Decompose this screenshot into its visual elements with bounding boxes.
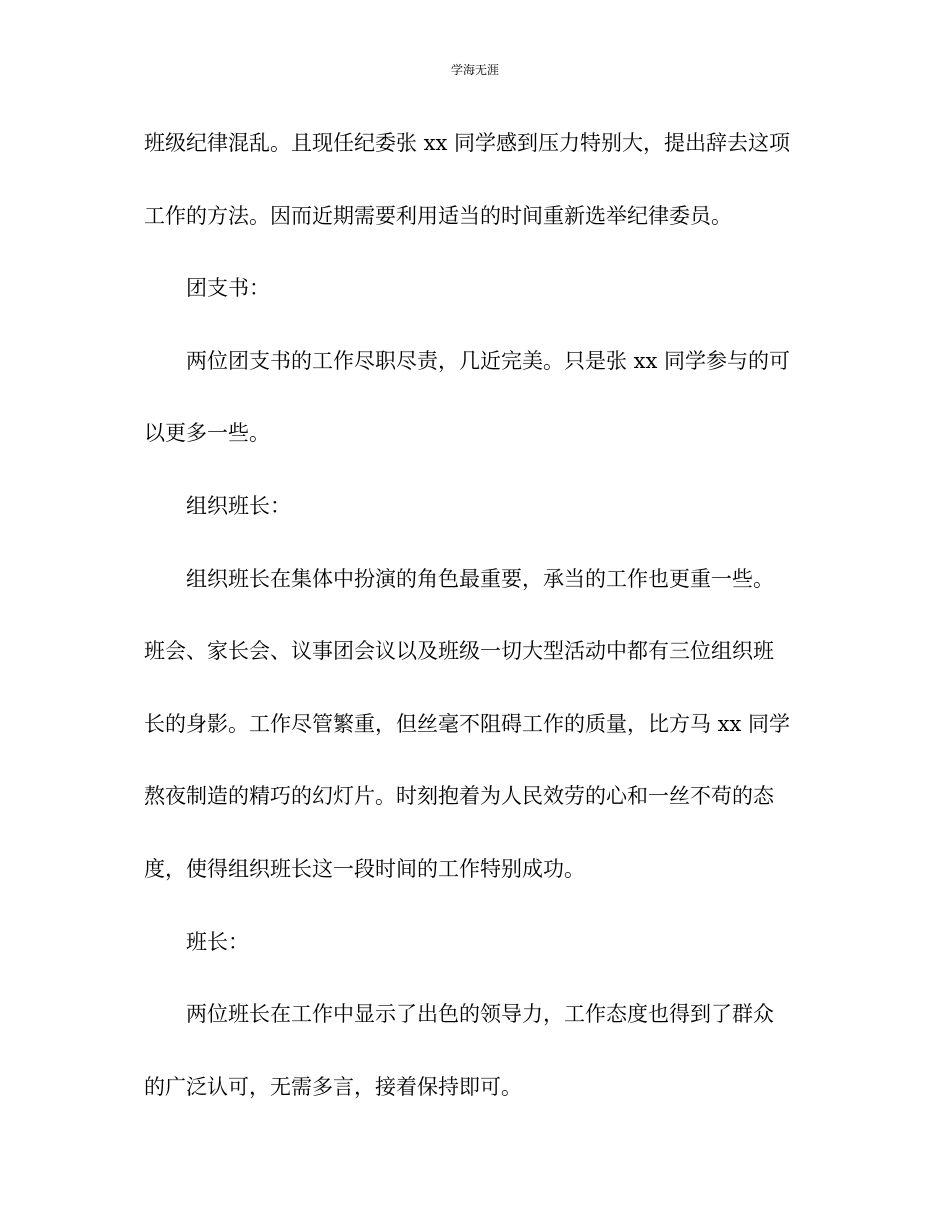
paragraph-line: 的广泛认可，无需多言，接着保持即可。: [144, 1074, 522, 1099]
document-body: [144, 119, 812, 1135]
paragraph-line: 两位团支书的工作尽职尽责，几近完美。只是张 xx 同学参与的可: [186, 348, 791, 373]
section-heading-class-monitor: 班长：: [186, 929, 249, 954]
paragraph-line: 熬夜制造的精巧的幻灯片。时刻抱着为人民效劳的心和一丝不苟的态: [144, 784, 774, 809]
paragraph-line: 两位班长在工作中显示了出色的领导力，工作态度也得到了群众: [186, 1002, 774, 1027]
section-heading-organizing-monitor: 组织班长：: [186, 493, 291, 518]
paragraph-line: 班会、家长会、议事团会议以及班级一切大型活动中都有三位组织班: [144, 639, 774, 664]
section-heading-youth-league: 团支书：: [186, 276, 270, 301]
paragraph-line: 班级纪律混乱。且现任纪委张 xx 同学感到压力特别大，提出辞去这项: [144, 131, 791, 155]
paragraph-line: 长的身影。工作尽管繁重，但丝毫不阻碍工作的质量，比方马 xx 同学: [144, 711, 791, 736]
paragraph-line: 以更多一些。: [144, 421, 270, 446]
page-header: 学海无涯: [450, 63, 499, 77]
paragraph-line: 组织班长在集体中扮演的角色最重要，承当的工作也更重一些。: [186, 566, 774, 591]
paragraph-line: 度，使得组织班长这一段时间的工作特别成功。: [144, 856, 585, 881]
paragraph-line: 工作的方法。因而近期需要利用适当的时间重新选举纪律委员。: [144, 203, 732, 228]
